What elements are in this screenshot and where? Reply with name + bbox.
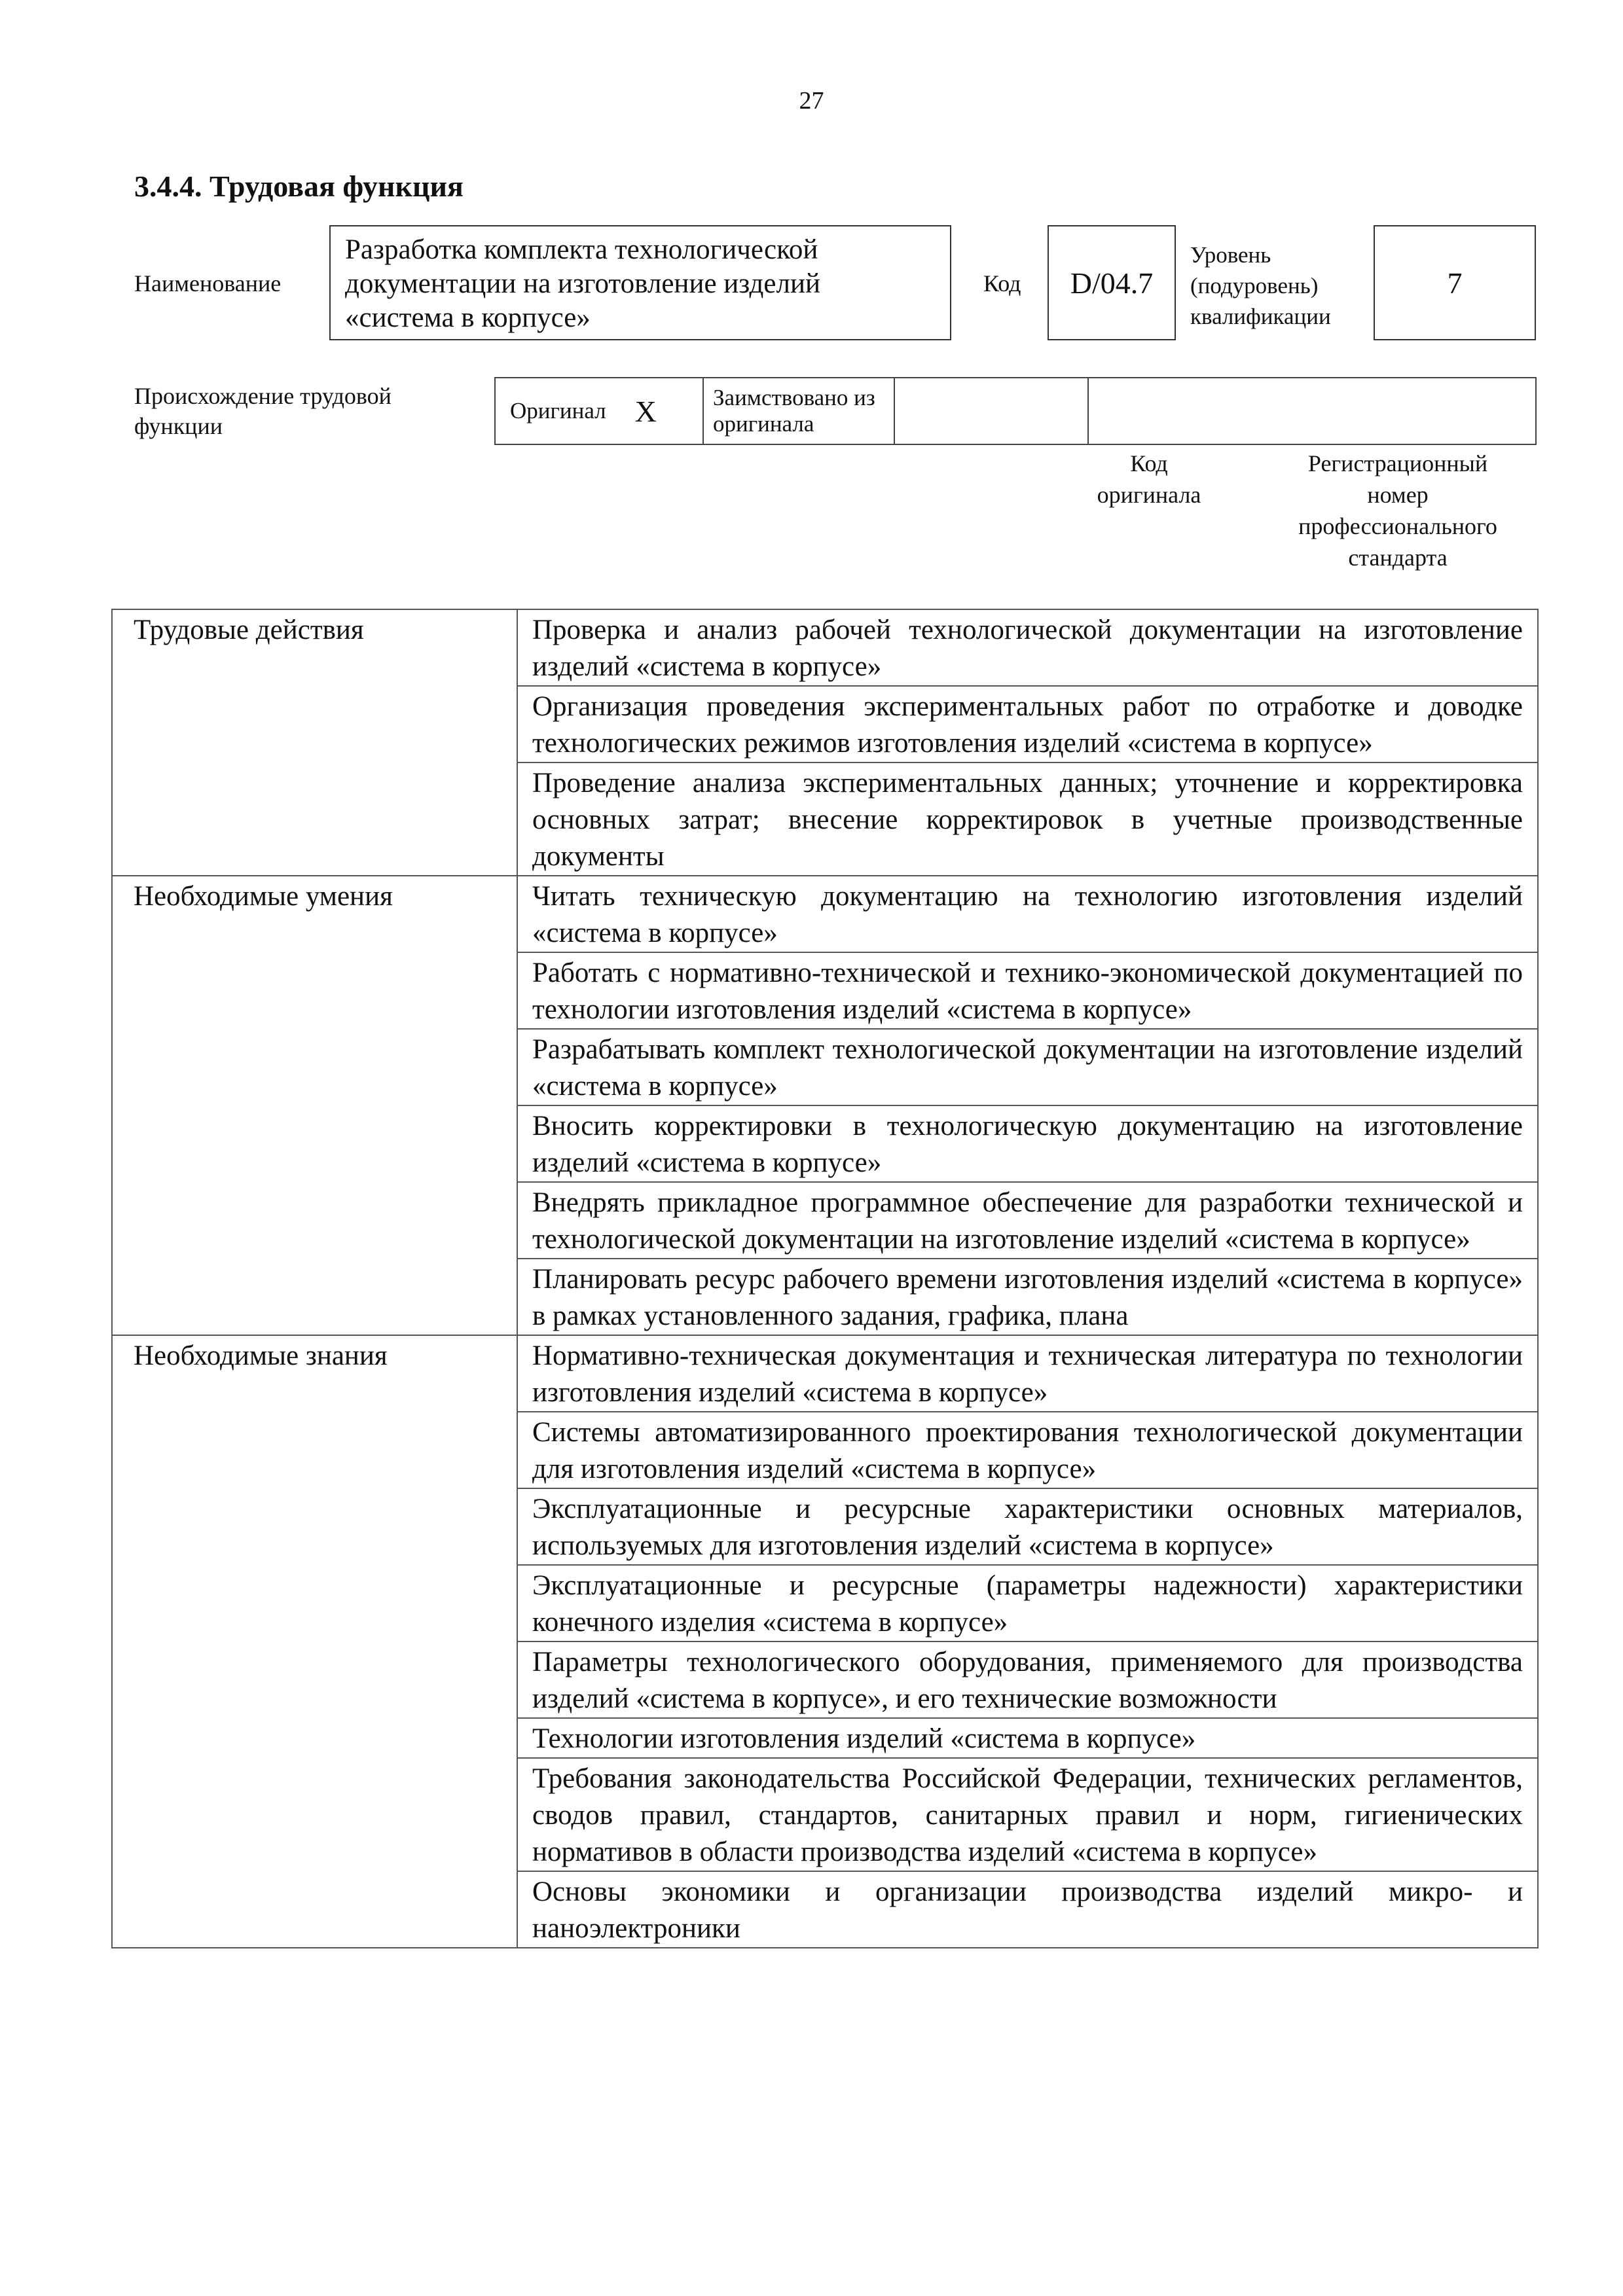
skill-item: Планировать ресурс рабочего времени изготовления изделий «система в корпусе» в рамках установленного задания, графика, плана (517, 1259, 1538, 1335)
origin-label (134, 381, 392, 441)
skill-item: Читать техническую документацию на технологию изготовления изделий «система в корпусе» (517, 876, 1538, 952)
knowledge-item: Требования законодательства Российской Федерации, технических регламентов, сводов правил, стандартов, санитарных правил и норм, гигиенических нормативов в области производства изделий «система в корпусе» (517, 1758, 1538, 1871)
function-name-line: Разработка комплекта технологической (345, 234, 818, 265)
function-details-table (111, 609, 1539, 1948)
level-label-line: (подуровень) (1190, 273, 1319, 298)
caption-line: профессионального (1298, 513, 1497, 539)
code-value: D/04.7 (1070, 266, 1154, 300)
code-value-box (1048, 225, 1176, 340)
section-title: 3.4.4. Трудовая функция (134, 170, 464, 203)
knowledge-item: Системы автоматизированного проектирования технологической документации для изготовления изделий «система в корпусе» (517, 1412, 1538, 1488)
category-labor-actions: Трудовые действия (112, 609, 517, 876)
table-row (112, 876, 1538, 952)
caption-line: номер (1367, 482, 1429, 508)
knowledge-item: Параметры технологического оборудования, применяемого для производства изделий «система в корпусе», и его технические возможности (517, 1641, 1538, 1718)
origin-reg-caption (1264, 448, 1532, 573)
labor-action-item: Проведение анализа экспериментальных данных; уточнение и корректировка основных затрат; внесение корректировок в учетные производственные документы (517, 762, 1538, 876)
labor-action-item: Организация проведения экспериментальных работ по отработке и доводке технологических режимов изготовления изделий «система в корпусе» (517, 686, 1538, 762)
knowledge-item: Эксплуатационные и ресурсные характеристики основных материалов, используемых для изготовления изделий «система в корпусе» (517, 1488, 1538, 1565)
knowledge-item: Нормативно-техническая документация и техническая литература по технологии изготовления изделий «система в корпусе» (517, 1335, 1538, 1412)
skill-item: Разрабатывать комплект технологической документации на изготовление изделий «система в корпусе» (517, 1029, 1538, 1105)
category-required-knowledge: Необходимые знания (112, 1335, 517, 1948)
code-label: Код (983, 270, 1021, 296)
knowledge-item: Эксплуатационные и ресурсные (параметры надежности) характеристики конечного изделия «система в корпусе» (517, 1565, 1538, 1641)
table-row (112, 609, 1538, 686)
function-name-box (329, 225, 951, 340)
knowledge-item: Основы экономики и организации производства изделий микро- и наноэлектроники (517, 1871, 1538, 1948)
category-required-skills: Необходимые умения (112, 876, 517, 1335)
origin-label-line: Происхождение трудовой (134, 383, 392, 409)
origin-code-caption (1067, 448, 1231, 511)
page-number: 27 (799, 87, 824, 115)
name-label: Наименование (134, 270, 282, 296)
table-row (112, 1335, 1538, 1412)
origin-label-line: функции (134, 413, 223, 439)
original-label: Оригинал (510, 398, 606, 423)
caption-line: оригинала (1097, 482, 1201, 508)
level-value: 7 (1447, 266, 1463, 300)
function-name-line: «система в корпусе» (345, 302, 591, 333)
origin-reg-cell (1087, 377, 1537, 445)
level-label (1190, 240, 1331, 332)
level-label-line: Уровень (1190, 242, 1271, 268)
skill-item: Работать с нормативно-технической и технико-экономической документацией по технологии изготовления изделий «система в корпусе» (517, 952, 1538, 1029)
knowledge-item: Технологии изготовления изделий «система в корпусе» (517, 1718, 1538, 1758)
skill-item: Внедрять прикладное программное обеспечение для разработки технической и технологической документации на изготовление изделий «система в корпусе» (517, 1182, 1538, 1259)
caption-line: Регистрационный (1307, 450, 1488, 476)
caption-line: Код (1130, 450, 1168, 476)
labor-action-item: Проверка и анализ рабочей технологической документации на изготовление изделий «система в корпусе» (517, 609, 1538, 686)
skill-item: Вносить корректировки в технологическую документацию на изготовление изделий «система в корпусе» (517, 1105, 1538, 1182)
origin-borrowed-cell (702, 377, 895, 445)
origin-original-cell (494, 377, 704, 445)
function-name-line: документации на изготовление изделий (345, 268, 820, 299)
origin-code-cell (894, 377, 1089, 445)
original-mark: X (634, 394, 657, 428)
level-value-box (1374, 225, 1536, 340)
borrowed-label: Заимствовано из оригинала (713, 385, 875, 437)
caption-line: стандарта (1348, 545, 1448, 571)
origin-row (494, 377, 1537, 445)
level-label-line: квалификации (1190, 304, 1331, 329)
